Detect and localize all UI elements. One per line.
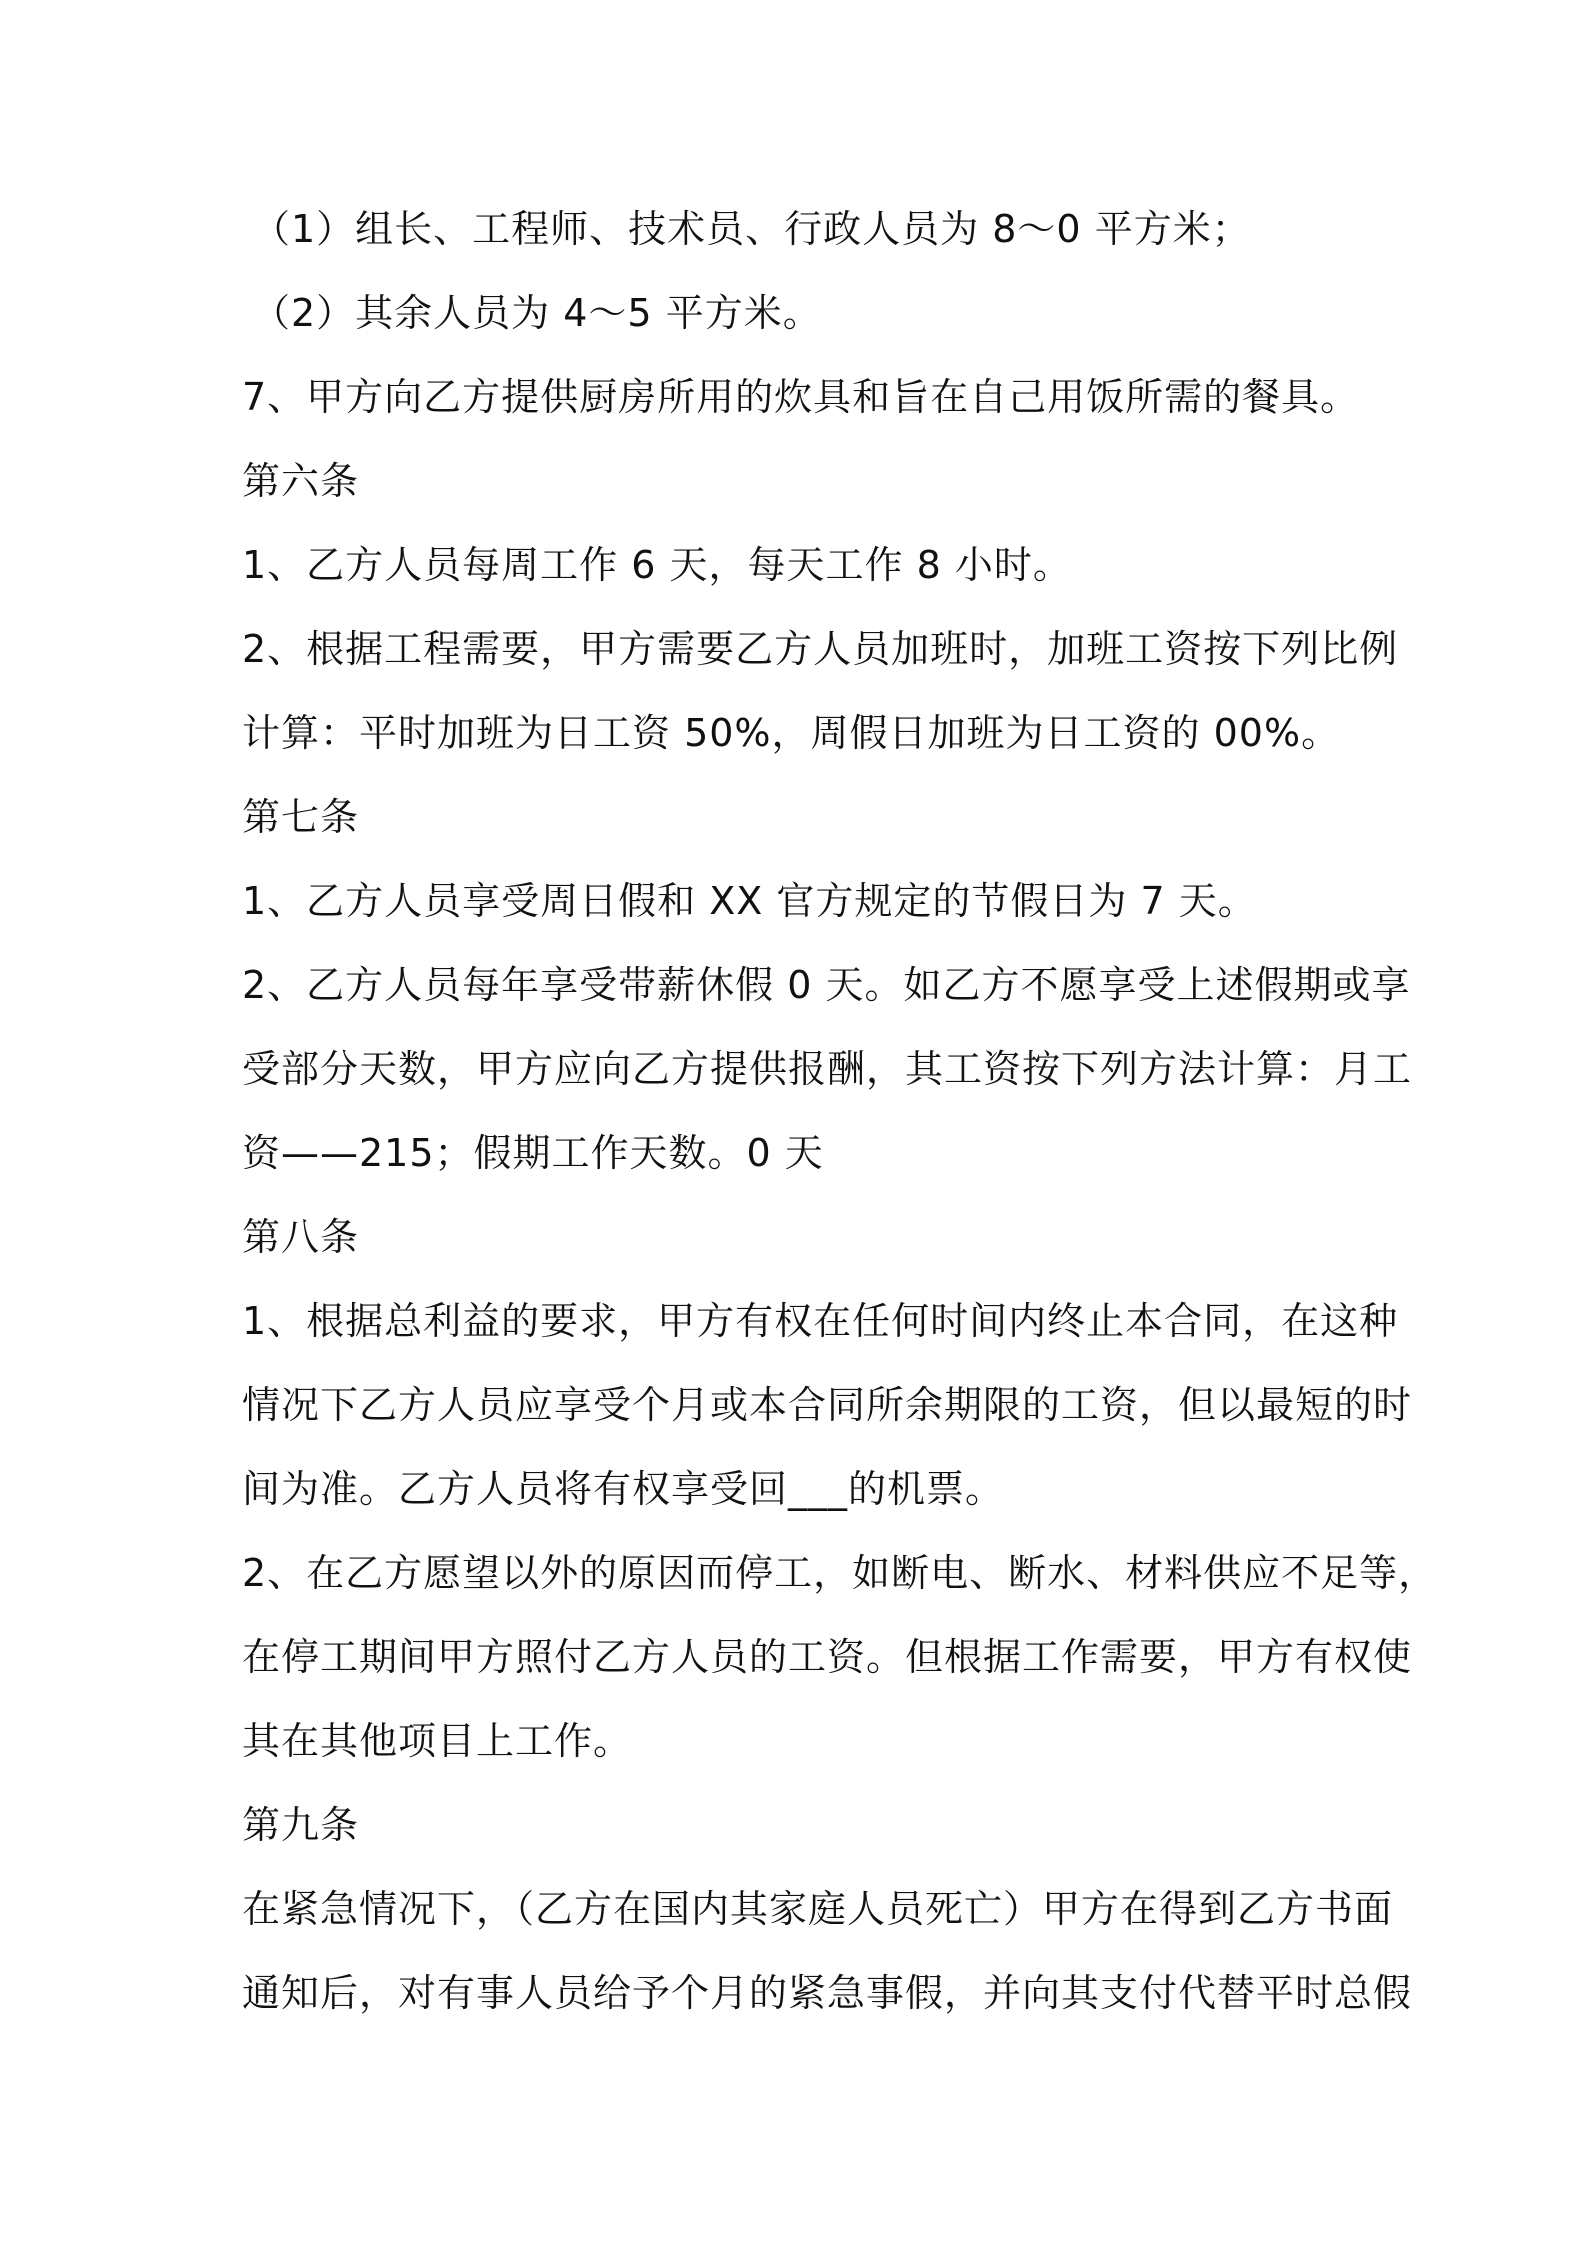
text-line: 计算：平时加班为日工资 50%，周假日加班为日工资的 00%。: [242, 711, 1341, 755]
section-heading: 第六条: [242, 459, 360, 503]
text-line: 1、乙方人员享受周日假和 XX 官方规定的节假日为 7 天。: [242, 879, 1257, 923]
text-line: 情况下乙方人员应享受个月或本合同所余期限的工资，但以最短的时: [242, 1383, 1413, 1427]
text-line: 受部分天数，甲方应向乙方提供报酬，其工资按下列方法计算：月工: [242, 1047, 1413, 1091]
section-heading: 第七条: [242, 795, 360, 839]
text-line: 通知后，对有事人员给予个月的紧急事假，并向其支付代替平时总假: [242, 1971, 1413, 2015]
text-line: 2、根据工程需要，甲方需要乙方人员加班时，加班工资按下列比例: [242, 627, 1399, 671]
section-heading: 第九条: [242, 1803, 360, 1847]
text-line: 2、乙方人员每年享受带薪休假 0 天。如乙方不愿享受上述假期或享: [242, 963, 1411, 1007]
text-line: 资——215；假期工作天数。0 天: [242, 1131, 824, 1175]
text-line: 在紧急情况下，（乙方在国内其家庭人员死亡）甲方在得到乙方书面: [242, 1887, 1394, 1931]
text-line: 在停工期间甲方照付乙方人员的工资。但根据工作需要，甲方有权使: [242, 1635, 1413, 1679]
text-line: （2）其余人员为 4～5 平方米。: [252, 291, 822, 335]
text-line: 间为准。乙方人员将有权享受回___的机票。: [242, 1467, 1005, 1511]
section-heading: 第八条: [242, 1215, 360, 1259]
text-line: 2、在乙方愿望以外的原因而停工，如断电、断水、材料供应不足等，: [242, 1551, 1438, 1595]
text-line: 1、根据总利益的要求，甲方有权在任何时间内终止本合同，在这种: [242, 1299, 1399, 1343]
text-line: 1、乙方人员每周工作 6 天，每天工作 8 小时。: [242, 543, 1072, 587]
text-line: 其在其他项目上工作。: [242, 1719, 633, 1763]
text-line: （1）组长、工程师、技术员、行政人员为 8～0 平方米；: [252, 207, 1251, 251]
text-line: 7、甲方向乙方提供厨房所用的炊具和旨在自己用饭所需的餐具。: [242, 375, 1360, 419]
